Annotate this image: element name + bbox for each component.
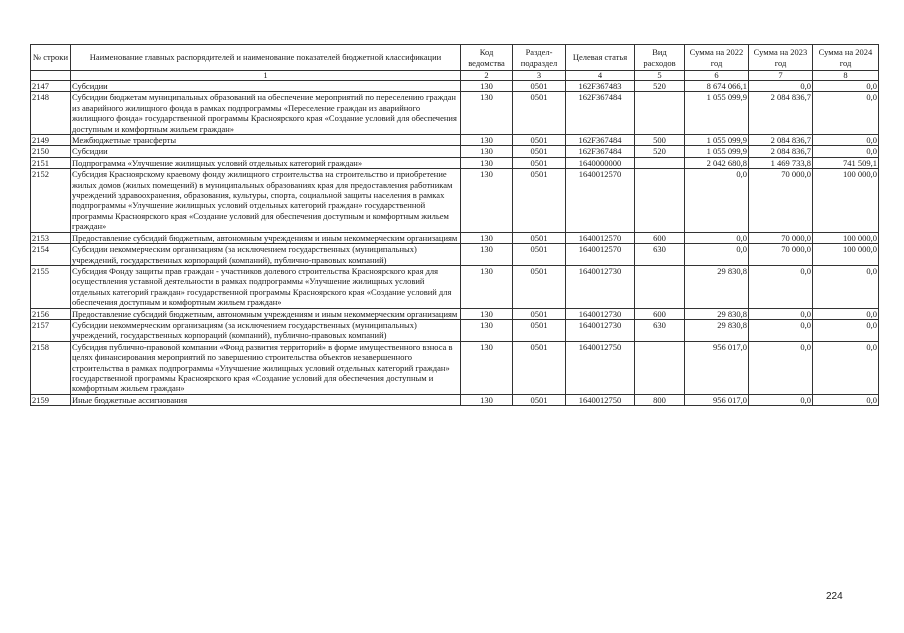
row-department-code: 130: [461, 319, 513, 341]
row-department-code: 130: [461, 244, 513, 266]
row-number: 2154: [31, 244, 71, 266]
table-row: [31, 157, 879, 168]
row-expense-type: 600: [635, 232, 685, 243]
table-row: [31, 265, 879, 308]
row-target-article: 1640012730: [566, 265, 635, 308]
row-target-article: 162F367484: [566, 146, 635, 157]
row-sum-2023: 2 084 836,7: [749, 135, 813, 146]
row-sum-2024: 0,0: [813, 92, 879, 135]
header-sum-2023: Сумма на 2023 год: [749, 45, 813, 71]
colnum-0: [31, 71, 71, 81]
header-sum-2024: Сумма на 2024 год: [813, 45, 879, 71]
row-section: 0501: [513, 169, 566, 232]
row-target-article: 1640012730: [566, 319, 635, 341]
row-sum-2022: 29 830,8: [685, 319, 749, 341]
colnum-8: 8: [813, 71, 879, 81]
colnum-4: 4: [566, 71, 635, 81]
row-target-article: 1640012570: [566, 169, 635, 232]
row-sum-2022: 1 055 099,9: [685, 135, 749, 146]
header-row-number: № строки: [31, 45, 71, 71]
row-target-article: 1640012750: [566, 341, 635, 394]
row-number: 2157: [31, 319, 71, 341]
header-name: Наименование главных распорядителей и наименование показателей бюджетной классификации: [71, 45, 461, 71]
row-sum-2023: 0,0: [749, 81, 813, 92]
row-sum-2022: 0,0: [685, 232, 749, 243]
colnum-2: 2: [461, 71, 513, 81]
row-sum-2023: 2 084 836,7: [749, 92, 813, 135]
row-expense-type: 520: [635, 146, 685, 157]
table-row: [31, 169, 879, 232]
table-row: [31, 341, 879, 394]
row-department-code: 130: [461, 232, 513, 243]
row-name: Субсидия Красноярскому краевому фонду жилищного строительства на строительство и приобретение жилых домов (жилых помещений) в муниципальных образованиях края для предоставления работникам учреждений здравоохранения, образования, культуры, спорта, социальной защиты населения в рамках подпрограммы «Улучшение жилищных условий отдельных категорий граждан» государственной программы Красноярского края «Создание условий для обеспечения доступным и комфортным жильем граждан»: [71, 169, 461, 232]
header-sum-2022: Сумма на 2022 год: [685, 45, 749, 71]
row-name: Иные бюджетные ассигнования: [71, 394, 461, 405]
row-section: 0501: [513, 135, 566, 146]
row-name: Межбюджетные трансферты: [71, 135, 461, 146]
row-target-article: 1640012570: [566, 232, 635, 243]
budget-table: [30, 44, 879, 406]
row-expense-type: [635, 341, 685, 394]
row-name: Субсидии некоммерческим организациям (за исключением государственных (муниципальных) учреждений, государственных корпораций (компаний), публично-правовых компаний): [71, 319, 461, 341]
row-name: Субсидия публично-правовой компании «Фонд развития территорий» в форме имущественного взноса в целях финансирования мероприятий по завершению строительства объектов незавершенного строительства в рамках подпрограммы «Улучшение жилищных условий отдельных категорий граждан» государственной программы Красноярского края «Создание условий для обеспечения доступным и комфортным жильем граждан»: [71, 341, 461, 394]
row-sum-2024: 0,0: [813, 341, 879, 394]
row-sum-2023: 1 469 733,8: [749, 157, 813, 168]
row-target-article: 1640012570: [566, 244, 635, 266]
table-row: [31, 135, 879, 146]
row-sum-2022: 1 055 099,9: [685, 146, 749, 157]
row-sum-2024: 0,0: [813, 319, 879, 341]
table-header-row: [31, 45, 879, 71]
row-sum-2023: 0,0: [749, 319, 813, 341]
row-target-article: 1640000000: [566, 157, 635, 168]
row-section: 0501: [513, 81, 566, 92]
row-sum-2022: 8 674 066,1: [685, 81, 749, 92]
row-sum-2022: 0,0: [685, 169, 749, 232]
budget-document: [30, 44, 878, 406]
table-row: [31, 232, 879, 243]
table-row: [31, 244, 879, 266]
row-name: Предоставление субсидий бюджетным, автономным учреждениям и иным некоммерческим организациям: [71, 232, 461, 243]
row-section: 0501: [513, 232, 566, 243]
colnum-7: 7: [749, 71, 813, 81]
row-number: 2150: [31, 146, 71, 157]
row-department-code: 130: [461, 157, 513, 168]
table-row: [31, 81, 879, 92]
row-number: 2159: [31, 394, 71, 405]
row-name: Субсидия Фонду защиты прав граждан - участников долевого строительства Красноярского края для осуществления уставной деятельности в рамках подпрограммы «Улучшение жилищных условий отдельных категорий граждан» государственной программы Красноярского края «Создание условий для обеспечения доступным и комфортным жильем граждан»: [71, 265, 461, 308]
row-sum-2024: 741 509,1: [813, 157, 879, 168]
row-name: Субсидии бюджетам муниципальных образований на обеспечение мероприятий по переселению граждан из аварийного жилищного фонда в рамках подпрограммы «Переселение граждан из аварийного жилищного фонда» государственной программы Красноярского края «Создание условий для обеспечения доступным и комфортным жильем граждан»: [71, 92, 461, 135]
row-expense-type: [635, 157, 685, 168]
row-sum-2024: 0,0: [813, 81, 879, 92]
row-sum-2022: 0,0: [685, 244, 749, 266]
header-department-code: Код ведомства: [461, 45, 513, 71]
row-sum-2024: 0,0: [813, 265, 879, 308]
row-section: 0501: [513, 92, 566, 135]
row-target-article: 162F367483: [566, 81, 635, 92]
row-target-article: 162F367484: [566, 135, 635, 146]
row-name: Субсидии: [71, 81, 461, 92]
row-department-code: 130: [461, 341, 513, 394]
row-expense-type: 800: [635, 394, 685, 405]
row-sum-2024: 100 000,0: [813, 244, 879, 266]
row-department-code: 130: [461, 308, 513, 319]
row-sum-2023: 70 000,0: [749, 244, 813, 266]
row-expense-type: [635, 92, 685, 135]
row-number: 2149: [31, 135, 71, 146]
row-sum-2023: 0,0: [749, 341, 813, 394]
table-row: [31, 319, 879, 341]
row-sum-2022: 29 830,8: [685, 265, 749, 308]
header-section: Раздел-подраздел: [513, 45, 566, 71]
row-department-code: 130: [461, 265, 513, 308]
row-section: 0501: [513, 157, 566, 168]
row-department-code: 130: [461, 92, 513, 135]
row-name: Предоставление субсидий бюджетным, автономным учреждениям и иным некоммерческим организациям: [71, 308, 461, 319]
row-sum-2022: 2 042 680,8: [685, 157, 749, 168]
row-target-article: 162F367484: [566, 92, 635, 135]
row-number: 2148: [31, 92, 71, 135]
row-number: 2147: [31, 81, 71, 92]
table-row: [31, 146, 879, 157]
row-number: 2151: [31, 157, 71, 168]
row-section: 0501: [513, 244, 566, 266]
row-sum-2024: 0,0: [813, 135, 879, 146]
row-section: 0501: [513, 394, 566, 405]
row-sum-2022: 29 830,8: [685, 308, 749, 319]
table-row: [31, 394, 879, 405]
table-row: [31, 92, 879, 135]
table-row: [31, 308, 879, 319]
row-sum-2024: 100 000,0: [813, 169, 879, 232]
row-sum-2023: 0,0: [749, 308, 813, 319]
row-sum-2022: 956 017,0: [685, 394, 749, 405]
row-sum-2024: 0,0: [813, 308, 879, 319]
row-section: 0501: [513, 146, 566, 157]
header-target-article: Целевая статья: [566, 45, 635, 71]
row-sum-2024: 100 000,0: [813, 232, 879, 243]
row-section: 0501: [513, 265, 566, 308]
header-expense-type: Вид расходов: [635, 45, 685, 71]
row-sum-2024: 0,0: [813, 394, 879, 405]
row-number: 2156: [31, 308, 71, 319]
row-sum-2023: 2 084 836,7: [749, 146, 813, 157]
colnum-5: 5: [635, 71, 685, 81]
row-expense-type: 500: [635, 135, 685, 146]
row-department-code: 130: [461, 394, 513, 405]
row-name: Субсидии: [71, 146, 461, 157]
row-section: 0501: [513, 341, 566, 394]
colnum-3: 3: [513, 71, 566, 81]
row-target-article: 1640012730: [566, 308, 635, 319]
row-department-code: 130: [461, 169, 513, 232]
row-sum-2024: 0,0: [813, 146, 879, 157]
row-expense-type: [635, 265, 685, 308]
colnum-6: 6: [685, 71, 749, 81]
page-number: 224: [826, 591, 843, 602]
row-name: Субсидии некоммерческим организациям (за исключением государственных (муниципальных) учреждений, государственных корпораций (компаний), публично-правовых компаний): [71, 244, 461, 266]
row-expense-type: 630: [635, 319, 685, 341]
row-department-code: 130: [461, 146, 513, 157]
row-sum-2023: 0,0: [749, 394, 813, 405]
row-sum-2023: 70 000,0: [749, 169, 813, 232]
row-department-code: 130: [461, 135, 513, 146]
row-number: 2158: [31, 341, 71, 394]
row-number: 2152: [31, 169, 71, 232]
row-expense-type: [635, 169, 685, 232]
colnum-1: 1: [71, 71, 461, 81]
row-expense-type: 520: [635, 81, 685, 92]
row-sum-2023: 70 000,0: [749, 232, 813, 243]
row-sum-2022: 956 017,0: [685, 341, 749, 394]
column-numbers-row: [31, 71, 879, 81]
row-expense-type: 630: [635, 244, 685, 266]
row-number: 2155: [31, 265, 71, 308]
row-sum-2023: 0,0: [749, 265, 813, 308]
row-sum-2022: 1 055 099,9: [685, 92, 749, 135]
row-number: 2153: [31, 232, 71, 243]
row-name: Подпрограмма «Улучшение жилищных условий отдельных категорий граждан»: [71, 157, 461, 168]
row-section: 0501: [513, 308, 566, 319]
row-expense-type: 600: [635, 308, 685, 319]
row-department-code: 130: [461, 81, 513, 92]
row-target-article: 1640012750: [566, 394, 635, 405]
row-section: 0501: [513, 319, 566, 341]
